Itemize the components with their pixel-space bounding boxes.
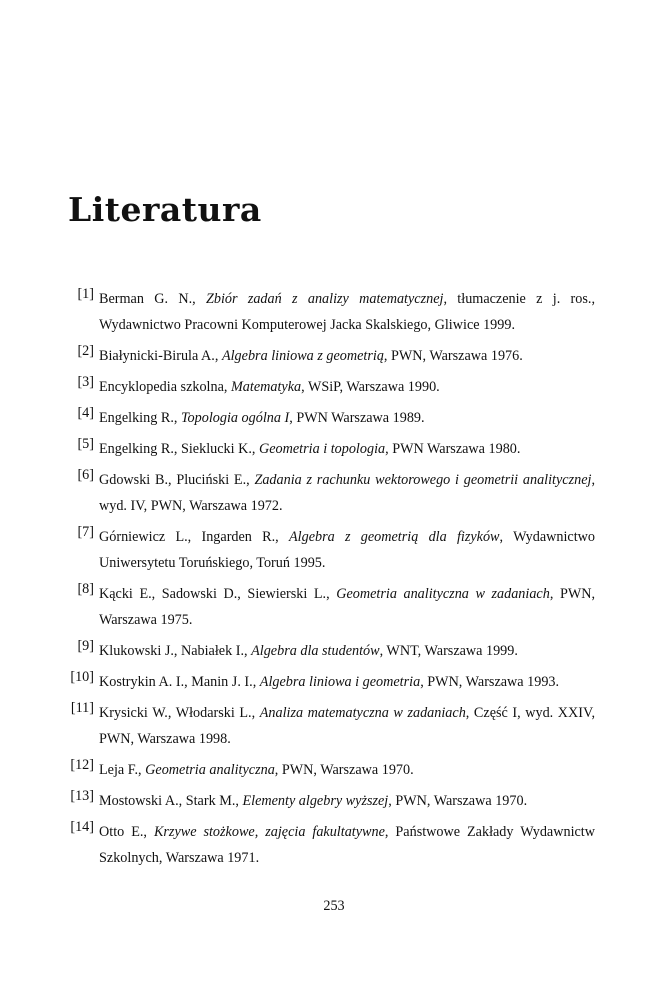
reference-number: [7]: [77, 524, 94, 540]
reference-authors: Berman G. N.,: [99, 291, 206, 307]
reference-title: Krzywe stożkowe, zajęcia fakultatywne: [153, 824, 385, 840]
chapter-title: Literatura: [68, 190, 262, 229]
reference-authors: Encyklopedia szkolna,: [99, 379, 231, 395]
reference-authors: Mostowski A., Stark M.,: [99, 793, 243, 809]
reference-text: [99, 700, 595, 752]
page-number: 253: [323, 898, 345, 914]
reference-authors: Leja F.,: [99, 762, 146, 778]
reference-authors: Klukowski J., Nabiałek I.,: [99, 643, 252, 659]
reference-number: [8]: [77, 581, 94, 597]
reference-text: [99, 581, 595, 633]
reference-text: [99, 405, 595, 431]
reference-publisher: , Część I, wyd. XXIV, PWN, Warszawa 1998.: [99, 705, 595, 747]
reference-title: Zadania z rachunku wektorowego i geometrii analitycznej: [254, 472, 592, 488]
reference-number: [11]: [70, 700, 94, 716]
reference-text: [99, 638, 595, 664]
reference-title: Elementy algebry wyższej: [242, 793, 389, 809]
reference-authors: Engelking R., Sieklucki K.,: [99, 441, 259, 457]
reference-title: Algebra dla studentów: [251, 643, 380, 659]
reference-publisher: , Państwowe Zakłady Wydawnictw Szkolnych, Warszawa 1971.: [99, 824, 595, 866]
reference-text: [99, 524, 595, 576]
reference-publisher: , WNT, Warszawa 1999.: [379, 643, 518, 659]
reference-text: [99, 788, 595, 814]
reference-text: [99, 286, 595, 338]
reference-title: Geometria analityczna: [145, 762, 275, 778]
reference-text: [99, 436, 595, 462]
reference-publisher: , PWN, Warszawa 1975.: [99, 586, 596, 628]
reference-authors: Krysicki W., Włodarski L.,: [99, 705, 260, 721]
reference-title: Geometria i topologia: [259, 441, 386, 457]
reference-authors: Białynicki-Birula A.,: [99, 348, 222, 364]
reference-title: Algebra liniowa z geometrią: [221, 348, 384, 364]
reference-authors: Kostrykin A. I., Manin J. I.,: [99, 674, 260, 690]
reference-number: [2]: [77, 343, 94, 359]
reference-number: [12]: [70, 757, 94, 773]
reference-number: [10]: [70, 669, 94, 685]
reference-number: [4]: [77, 405, 94, 421]
reference-publisher: , PWN, Warszawa 1976.: [383, 348, 523, 364]
reference-authors: Otto E.,: [99, 824, 154, 840]
reference-title: Zbiór zadań z analizy matematycznej: [205, 291, 444, 307]
reference-title: Geometria analityczna w zadaniach: [336, 586, 550, 602]
reference-publisher: , wyd. IV, PWN, Warszawa 1972.: [99, 472, 595, 514]
reference-text: [99, 669, 595, 695]
reference-title: Algebra liniowa i geometria: [259, 674, 421, 690]
reference-number: [6]: [77, 467, 94, 483]
reference-text: [99, 819, 595, 871]
reference-authors: Górniewicz L., Ingarden R.,: [99, 529, 289, 545]
reference-publisher: , WSiP, Warszawa 1990.: [301, 379, 440, 395]
reference-text: [99, 374, 595, 400]
reference-number: [5]: [77, 436, 94, 452]
reference-authors: Engelking R.,: [99, 410, 181, 426]
reference-publisher: , tłumaczenie z j. ros., Wydawnictwo Pracowni Komputerowej Jacka Skalskiego, Gliwice 1999.: [99, 291, 595, 333]
reference-publisher: , PWN Warszawa 1980.: [385, 441, 521, 457]
reference-title: Analiza matematyczna w zadaniach: [259, 705, 466, 721]
reference-authors: Kącki E., Sadowski D., Siewierski L.,: [99, 586, 337, 602]
reference-publisher: , PWN, Warszawa 1970.: [274, 762, 414, 778]
reference-authors: Gdowski B., Pluciński E.,: [99, 472, 255, 488]
reference-text: [99, 467, 595, 519]
reference-number: [9]: [77, 638, 94, 654]
reference-number: [13]: [70, 788, 94, 804]
reference-publisher: , PWN Warszawa 1989.: [289, 410, 425, 426]
reference-number: [14]: [70, 819, 94, 835]
reference-publisher: , PWN, Warszawa 1970.: [388, 793, 528, 809]
reference-title: Algebra z geometrią dla fizyków: [289, 529, 500, 545]
reference-text: [99, 343, 595, 369]
reference-title: Matematyka: [230, 379, 302, 395]
reference-number: [3]: [77, 374, 94, 390]
reference-text: [99, 757, 595, 783]
reference-publisher: , Wydawnictwo Uniwersytetu Toruńskiego, Toruń 1995.: [99, 529, 595, 571]
reference-number: [1]: [77, 286, 94, 302]
reference-publisher: , PWN, Warszawa 1993.: [420, 674, 560, 690]
reference-title: Topologia ogólna I: [180, 410, 290, 426]
